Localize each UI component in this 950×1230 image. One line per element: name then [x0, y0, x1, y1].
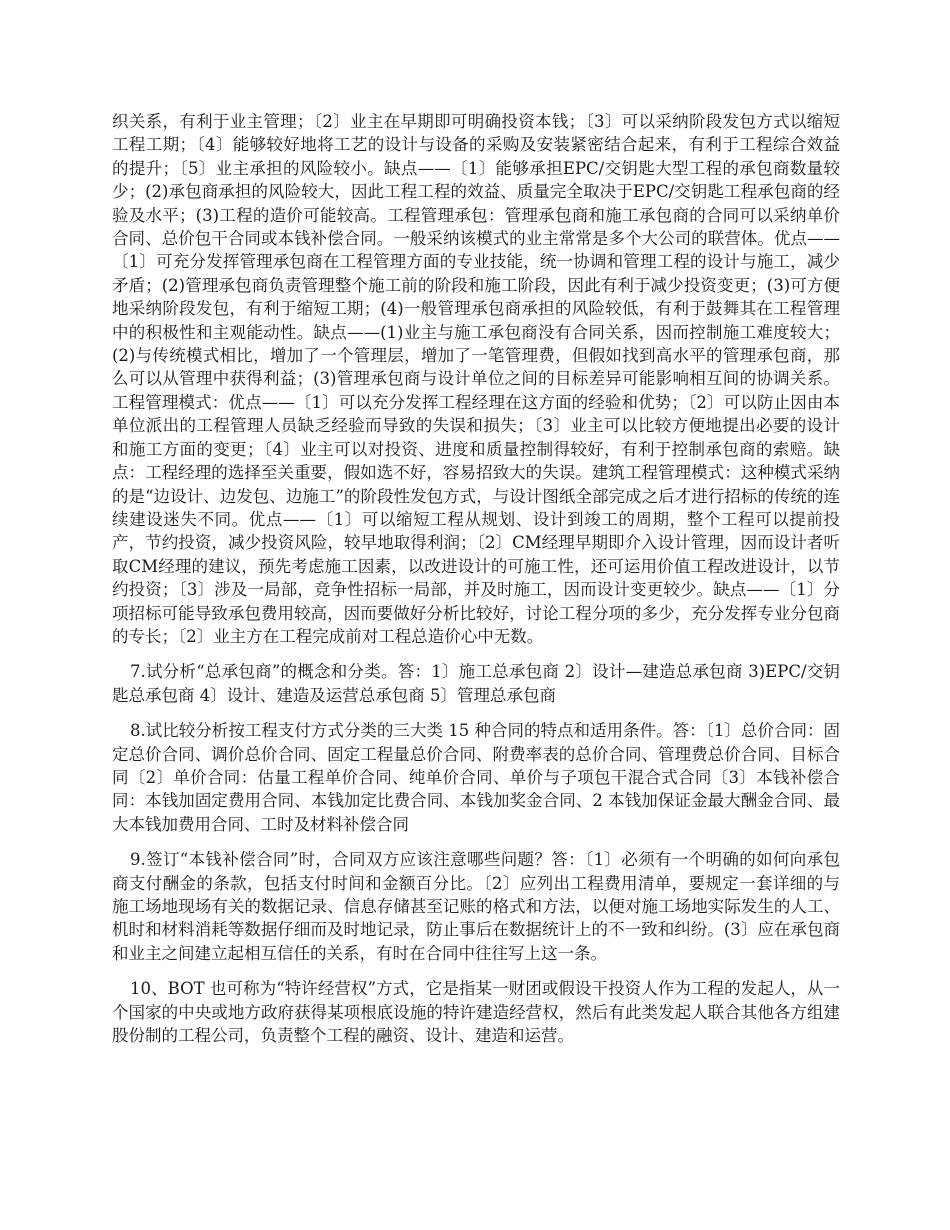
paragraph-contract-modes: 织关系，有利于业主管理；〔2〕业主在早期即可明确投资本钱；〔3〕可以采纳阶段发包方式以缩短工程工期；〔4〕能够较好地将工艺的设计与设备的采购及安装紧密结合起来，有利于工程综合效益的提升；〔5〕业主承担的风险较小。缺点——〔1〕能够承担EPC/交钥匙大型工程的承包商数量较少；(2)承包商承担的风险较大，因此工程工程的效益、质量完全取决于EPC/交钥匙工程承包商的经验及水平；(3)工程的造价可能较高。工程管理承包：管理承包商和施工承包商的合同可以采纳单价合同、总价包干合同或本钱补偿合同。一般采纳该模式的业主常常是多个大公司的联营体。优点——〔1〕可充分发挥管理承包商在工程管理方面的专业技能，统一协调和管理工程的设计与施工，减少矛盾；(2)管理承包商负责管理整个施工前的阶段和施工阶段，因此有利于减少投资变更；(3)可方便地采纳阶段发包，有利于缩短工期；(4)一般管理承包商承担的风险较低，有利于鼓舞其在工程管理中的积极性和主观能动性。缺点——(1)业主与施工承包商没有合同关系，因而控制施工难度较大；(2)与传统模式相比，增加了一个管理层，增加了一笔管理费，但假如找到高水平的管理承包商，那么可以从管理中获得利益；(3)管理承包商与设计单位之间的目标差异可能影响相互间的协调关系。工程管理模式：优点——〔1〕可以充分发挥工程经理在这方面的经验和优势；〔2〕可以防止因由本单位派出的工程管理人员缺乏经验而导致的失误和损失；〔3〕业主可以比较方便地提出必要的设计和施工方面的变更；〔4〕业主可以对投资、进度和质量控制得较好，有利于控制承包商的索赔。缺点：工程经理的选择至关重要，假如选不好，容易招致大的失误。建筑工程管理模式：这种模式采纳的是“边设计、边发包、边施工”的阶段性发包方式，与设计图纸全部完成之后才进行招标的传统的连续建设迷失不同。优点——〔1〕可以缩短工程从规划、设计到竣工的周期，整个工程可以提前投产，节约投资，减少投资风险，较早地取得利润；〔2〕CM经理早期即介入设计管理，因而设计者听取CM经理的建议，预先考虑施工因素，以改进设计的可施工性，还可运用价值工程改进设计，以节约投资；〔3〕涉及一局部，竞争性招标一局部，并及时施工，因而设计变更较少。缺点——〔1〕分项招标可能导致承包费用较高，因而要做好分析比较好，讨论工程分项的多少，充分发挥专业分包商的专长；〔2〕业主方在工程完成前对工程总造价心中无数。: [112, 112, 840, 646]
paragraph-question-7: 7.试分析“总承包商”的概念和分类。答：1〕施工总承包商 2〕设计—建造总承包商 3)EPC/交钥匙总承包商 4〕设计、建造及运营总承包商 5〕管理总承包商: [112, 662, 840, 705]
paragraph-question-9: 9.签订“本钱补偿合同”时，合同双方应该注意哪些问题？答：〔1〕必须有一个明确的如何向承包商支付酬金的条款，包括支付时间和金额百分比。〔2〕应列出工程费用清单，要规定一套详细的与施工场地现场有关的数据记录、信息存储甚至记账的格式和方法，以便对施工场地实际发生的人工、机时和材料消耗等数据仔细而及时地记录，防止事后在数据统计上的不一致和纠纷。(3〕应在承包商和业主之间建立起相互信任的关系，有时在合同中往往写上这一条。: [112, 850, 840, 963]
document-page: [112, 110, 840, 1059]
paragraph-question-10: 10、BOT 也可称为“特许经营权”方式，它是指某一财团或假设干投资人作为工程的发起人，从一个国家的中央或地方政府获得某项根底设施的特许建造经营权，然后有此类发起人联合其他各方组建股份制的工程公司，负责整个工程的融资、设计、建造和运营。: [112, 979, 840, 1046]
paragraph-question-8: 8.试比较分析按工程支付方式分类的三大类 15 种合同的特点和适用条件。答：〔1〕总价合同：固定总价合同、调价总价合同、固定工程量总价合同、附费率表的总价合同、管理费总价合同、目标合同〔2〕单价合同：估量工程单价合同、纯单价合同、单价与子项包干混合式合同〔3〕本钱补偿合同：本钱加固定费用合同、本钱加定比费合同、本钱加奖金合同、2 本钱加保证金最大酬金合同、最大本钱加费用合同、工时及材料补偿合同: [112, 721, 840, 834]
